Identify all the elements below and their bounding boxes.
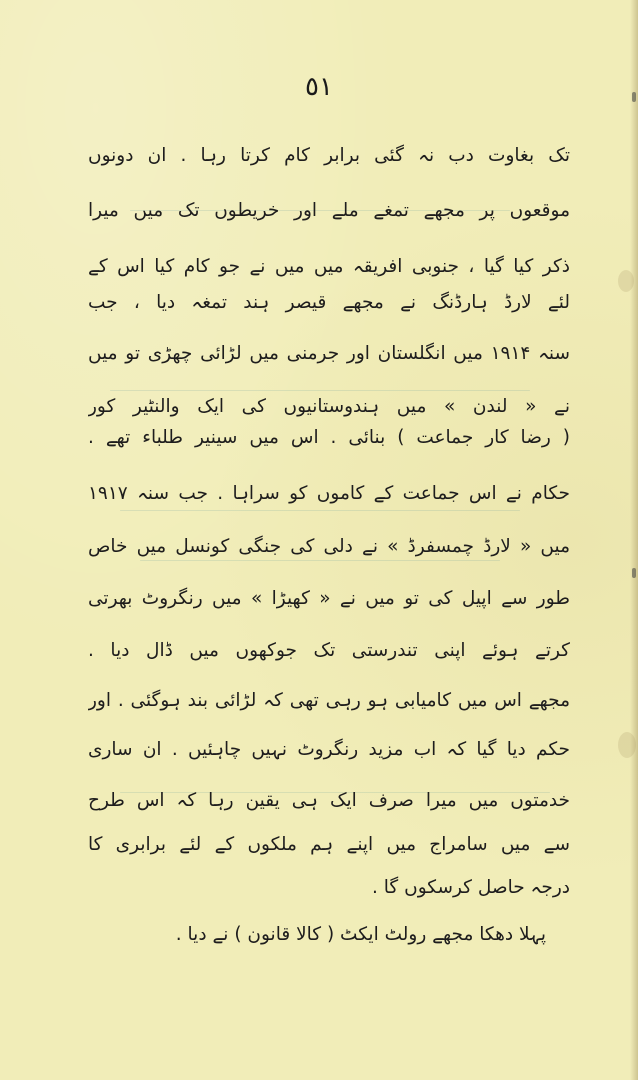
text-line: درجہ حاصل کرسکوں گا .	[372, 877, 570, 898]
page-stain	[618, 732, 636, 758]
text-line: حکم دیا گیا کہ اب مزید رنگروٹ نہیں چاہئیں . ان ساری	[88, 739, 570, 760]
text-line: پہلا دھکا مجھے رولٹ ایکٹ ( کالا قانون ) نے دیا .	[175, 924, 546, 945]
bleed-through-line	[120, 510, 520, 511]
page-edge-shadow	[630, 0, 638, 1080]
text-line: خدمتوں میں میرا صرف ایک ہی یقین رہا کہ اس طرح	[88, 790, 570, 811]
text-line: نے « لندن » میں ہندوستانیوں کی ایک والنٹیر کور	[88, 396, 570, 417]
text-line: میں « لارڈ چمسفرڈ » نے دلی کی جنگی کونسل میں خاص	[88, 536, 570, 557]
page-stain	[618, 270, 634, 292]
text-line: ذکر کیا گیا ، جنوبی افریقہ میں میں نے جو کام کیا اس کے	[88, 256, 570, 277]
page-number: ٥١	[305, 72, 333, 102]
page-edge-mark	[632, 568, 636, 578]
text-line: تک بغاوت دب نہ گئی برابر کام کرتا رہا . ان دونوں	[88, 145, 570, 166]
text-line: کرتے ہوئے اپنی تندرستی تک جوکھوں میں ڈال دیا .	[88, 640, 570, 661]
text-line: سے میں سامراج میں اپنے ہم ملکوں کے لئے برابری کا	[88, 834, 570, 855]
text-line: طور سے اپیل کی تو میں نے « کھیڑا » میں رنگروٹ بھرتی	[88, 588, 570, 609]
text-line: ( رضا کار جماعت ) بنائی . اس میں سینیر طلباء تھے .	[88, 427, 570, 448]
text-line: سنہ ۱۹۱۴ میں انگلستان اور جرمنی میں لڑائی چھڑی تو میں	[88, 343, 570, 364]
text-line: مجھے اس میں کامیابی ہو رہی تھی کہ لڑائی بند ہوگئی . اور	[88, 690, 570, 711]
bleed-through-line	[110, 390, 530, 391]
text-line: لئے لارڈ ہارڈنگ نے مجھے قیصر ہند تمغہ دیا ، جب	[88, 292, 570, 313]
text-line: حکام نے اس جماعت کے کاموں کو سراہا . جب سنہ ۱۹۱۷	[88, 483, 570, 504]
text-line: موقعوں پر مجھے تمغے ملے اور خریطوں تک میں میرا	[88, 200, 570, 221]
